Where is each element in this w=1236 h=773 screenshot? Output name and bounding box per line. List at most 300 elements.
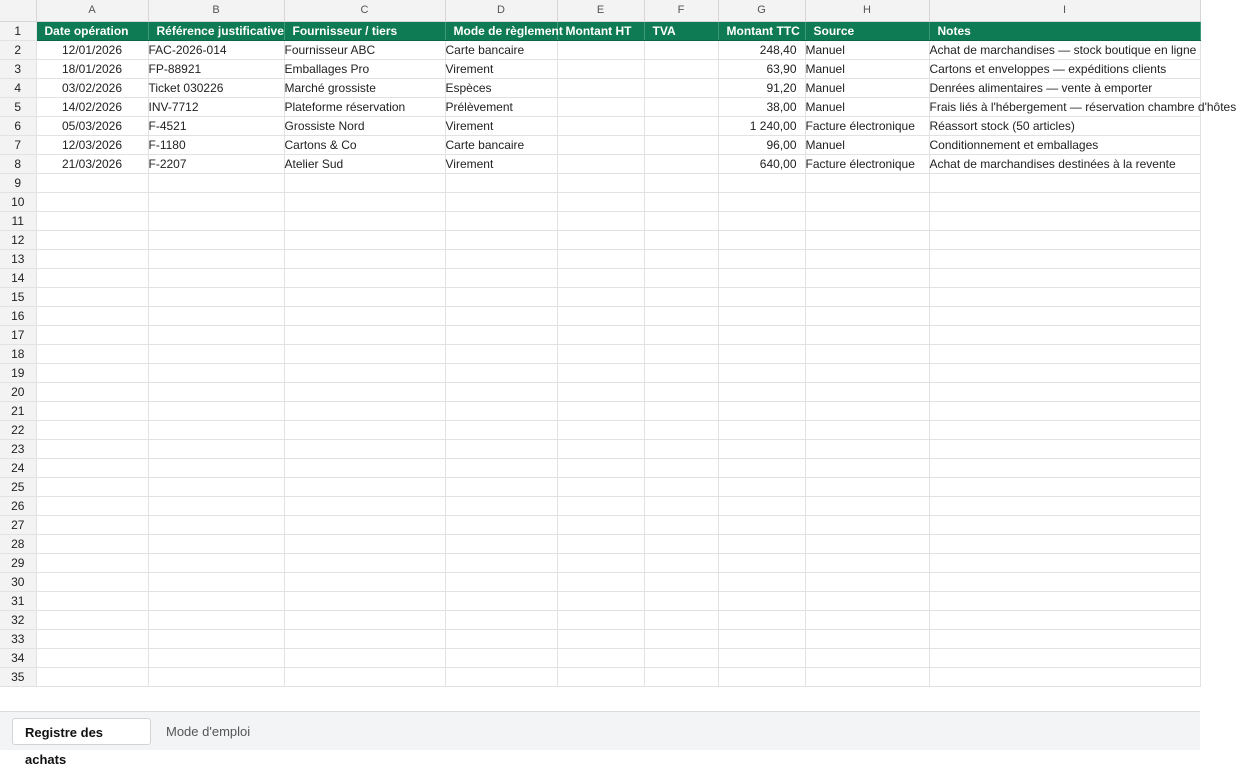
column-header-h[interactable]: H — [805, 0, 929, 21]
empty-cell[interactable] — [718, 648, 805, 667]
cell-source[interactable]: Facture électronique — [805, 154, 929, 173]
row-number[interactable]: 1 — [0, 21, 36, 40]
empty-cell[interactable] — [718, 287, 805, 306]
empty-cell[interactable] — [557, 211, 644, 230]
row-number[interactable]: 24 — [0, 458, 36, 477]
empty-cell[interactable] — [644, 496, 718, 515]
row-number[interactable]: 3 — [0, 59, 36, 78]
empty-cell[interactable] — [148, 230, 284, 249]
empty-cell[interactable] — [445, 496, 557, 515]
empty-cell[interactable] — [718, 439, 805, 458]
cell-notes[interactable]: Cartons et enveloppes — expéditions clients — [929, 59, 1200, 78]
empty-cell[interactable] — [36, 496, 148, 515]
empty-cell[interactable] — [805, 439, 929, 458]
row-number[interactable]: 2 — [0, 40, 36, 59]
empty-cell[interactable] — [557, 477, 644, 496]
empty-cell[interactable] — [929, 420, 1200, 439]
empty-cell[interactable] — [644, 648, 718, 667]
cell-amount-ht[interactable] — [557, 154, 644, 173]
empty-cell[interactable] — [805, 591, 929, 610]
empty-cell[interactable] — [445, 287, 557, 306]
cell-source[interactable]: Manuel — [805, 97, 929, 116]
cell-reference[interactable]: F-4521 — [148, 116, 284, 135]
empty-cell[interactable] — [929, 249, 1200, 268]
empty-cell[interactable] — [36, 667, 148, 686]
empty-cell[interactable] — [445, 667, 557, 686]
row-number[interactable]: 28 — [0, 534, 36, 553]
empty-cell[interactable] — [805, 534, 929, 553]
empty-cell[interactable] — [718, 591, 805, 610]
empty-cell[interactable] — [148, 211, 284, 230]
empty-cell[interactable] — [644, 439, 718, 458]
cell-payment[interactable]: Carte bancaire — [445, 135, 557, 154]
empty-cell[interactable] — [644, 534, 718, 553]
row-number[interactable]: 12 — [0, 230, 36, 249]
tab-registre-des-achats[interactable]: Registre des achats — [12, 718, 151, 745]
empty-cell[interactable] — [148, 306, 284, 325]
tab-mode-d-emploi[interactable]: Mode d'emploi — [166, 724, 251, 739]
empty-cell[interactable] — [805, 667, 929, 686]
empty-cell[interactable] — [644, 230, 718, 249]
empty-cell[interactable] — [36, 648, 148, 667]
row-number[interactable]: 30 — [0, 572, 36, 591]
empty-cell[interactable] — [284, 192, 445, 211]
row-number[interactable]: 34 — [0, 648, 36, 667]
cell-reference[interactable]: F-2207 — [148, 154, 284, 173]
empty-cell[interactable] — [148, 325, 284, 344]
column-header-b[interactable]: B — [148, 0, 284, 21]
empty-cell[interactable] — [805, 306, 929, 325]
empty-cell[interactable] — [644, 667, 718, 686]
empty-cell[interactable] — [644, 458, 718, 477]
empty-cell[interactable] — [557, 420, 644, 439]
empty-cell[interactable] — [929, 591, 1200, 610]
empty-cell[interactable] — [557, 287, 644, 306]
empty-cell[interactable] — [36, 192, 148, 211]
row-number[interactable]: 4 — [0, 78, 36, 97]
cell-notes[interactable]: Frais liés à l'hébergement — réservation chambre d'hôtes — [929, 97, 1200, 116]
empty-cell[interactable] — [718, 344, 805, 363]
header-vat-cell[interactable]: TVA — [644, 21, 718, 40]
empty-cell[interactable] — [36, 477, 148, 496]
cell-reference[interactable]: Ticket 030226 — [148, 78, 284, 97]
row-number[interactable]: 26 — [0, 496, 36, 515]
empty-cell[interactable] — [929, 306, 1200, 325]
row-number[interactable]: 35 — [0, 667, 36, 686]
empty-cell[interactable] — [805, 401, 929, 420]
cell-date[interactable]: 12/01/2026 — [36, 40, 148, 59]
cell-supplier[interactable]: Marché grossiste — [284, 78, 445, 97]
empty-cell[interactable] — [284, 591, 445, 610]
empty-cell[interactable] — [718, 173, 805, 192]
empty-cell[interactable] — [929, 344, 1200, 363]
empty-cell[interactable] — [36, 629, 148, 648]
cell-supplier[interactable]: Plateforme réservation — [284, 97, 445, 116]
empty-cell[interactable] — [718, 401, 805, 420]
cell-reference[interactable]: F-1180 — [148, 135, 284, 154]
empty-cell[interactable] — [805, 629, 929, 648]
empty-cell[interactable] — [445, 211, 557, 230]
empty-cell[interactable] — [557, 173, 644, 192]
empty-cell[interactable] — [445, 477, 557, 496]
empty-cell[interactable] — [284, 306, 445, 325]
cell-date[interactable]: 05/03/2026 — [36, 116, 148, 135]
empty-cell[interactable] — [557, 325, 644, 344]
empty-cell[interactable] — [557, 629, 644, 648]
empty-cell[interactable] — [718, 515, 805, 534]
empty-cell[interactable] — [445, 363, 557, 382]
empty-cell[interactable] — [929, 629, 1200, 648]
row-number[interactable]: 20 — [0, 382, 36, 401]
empty-cell[interactable] — [36, 344, 148, 363]
cell-amount-ttc[interactable]: 91,20 — [718, 78, 805, 97]
empty-cell[interactable] — [445, 401, 557, 420]
empty-cell[interactable] — [805, 173, 929, 192]
column-header-e[interactable]: E — [557, 0, 644, 21]
empty-cell[interactable] — [805, 458, 929, 477]
empty-cell[interactable] — [284, 344, 445, 363]
empty-cell[interactable] — [929, 287, 1200, 306]
empty-cell[interactable] — [718, 230, 805, 249]
row-number[interactable]: 19 — [0, 363, 36, 382]
column-header-c[interactable]: C — [284, 0, 445, 21]
empty-cell[interactable] — [929, 515, 1200, 534]
empty-cell[interactable] — [148, 420, 284, 439]
empty-cell[interactable] — [929, 173, 1200, 192]
cell-date[interactable]: 21/03/2026 — [36, 154, 148, 173]
empty-cell[interactable] — [644, 610, 718, 629]
empty-cell[interactable] — [148, 268, 284, 287]
row-number[interactable]: 8 — [0, 154, 36, 173]
empty-cell[interactable] — [718, 496, 805, 515]
empty-cell[interactable] — [929, 363, 1200, 382]
empty-cell[interactable] — [445, 515, 557, 534]
empty-cell[interactable] — [36, 439, 148, 458]
empty-cell[interactable] — [148, 667, 284, 686]
row-number[interactable]: 29 — [0, 553, 36, 572]
empty-cell[interactable] — [148, 610, 284, 629]
column-header-i[interactable]: I — [929, 0, 1200, 21]
select-all-corner[interactable] — [0, 0, 36, 21]
empty-cell[interactable] — [445, 325, 557, 344]
empty-cell[interactable] — [284, 268, 445, 287]
row-number[interactable]: 10 — [0, 192, 36, 211]
empty-cell[interactable] — [718, 477, 805, 496]
empty-cell[interactable] — [148, 648, 284, 667]
empty-cell[interactable] — [148, 553, 284, 572]
empty-cell[interactable] — [805, 610, 929, 629]
empty-cell[interactable] — [644, 306, 718, 325]
empty-cell[interactable] — [805, 553, 929, 572]
empty-cell[interactable] — [36, 382, 148, 401]
cell-vat[interactable] — [644, 78, 718, 97]
empty-cell[interactable] — [718, 325, 805, 344]
empty-cell[interactable] — [644, 572, 718, 591]
empty-cell[interactable] — [148, 572, 284, 591]
empty-cell[interactable] — [718, 610, 805, 629]
empty-cell[interactable] — [148, 629, 284, 648]
header-source-cell[interactable]: Source — [805, 21, 929, 40]
row-number[interactable]: 7 — [0, 135, 36, 154]
empty-cell[interactable] — [36, 268, 148, 287]
cell-date[interactable]: 18/01/2026 — [36, 59, 148, 78]
header-reference-cell[interactable]: Référence justificative — [148, 21, 284, 40]
empty-cell[interactable] — [148, 496, 284, 515]
empty-cell[interactable] — [718, 306, 805, 325]
cell-amount-ht[interactable] — [557, 116, 644, 135]
empty-cell[interactable] — [557, 553, 644, 572]
empty-cell[interactable] — [718, 382, 805, 401]
cell-amount-ht[interactable] — [557, 78, 644, 97]
empty-cell[interactable] — [718, 667, 805, 686]
cell-payment[interactable]: Prélèvement — [445, 97, 557, 116]
cell-vat[interactable] — [644, 40, 718, 59]
empty-cell[interactable] — [36, 553, 148, 572]
empty-cell[interactable] — [644, 211, 718, 230]
row-number[interactable]: 22 — [0, 420, 36, 439]
cell-payment[interactable]: Carte bancaire — [445, 40, 557, 59]
empty-cell[interactable] — [929, 610, 1200, 629]
empty-cell[interactable] — [805, 249, 929, 268]
row-number[interactable]: 16 — [0, 306, 36, 325]
empty-cell[interactable] — [445, 629, 557, 648]
empty-cell[interactable] — [284, 458, 445, 477]
cell-supplier[interactable]: Cartons & Co — [284, 135, 445, 154]
column-header-f[interactable]: F — [644, 0, 718, 21]
empty-cell[interactable] — [36, 610, 148, 629]
row-number[interactable]: 15 — [0, 287, 36, 306]
empty-cell[interactable] — [284, 363, 445, 382]
empty-cell[interactable] — [445, 306, 557, 325]
row-number[interactable]: 25 — [0, 477, 36, 496]
empty-cell[interactable] — [445, 420, 557, 439]
empty-cell[interactable] — [557, 249, 644, 268]
row-number[interactable]: 21 — [0, 401, 36, 420]
row-number[interactable]: 33 — [0, 629, 36, 648]
cell-supplier[interactable]: Grossiste Nord — [284, 116, 445, 135]
empty-cell[interactable] — [929, 458, 1200, 477]
header-supplier-cell[interactable]: Fournisseur / tiers — [284, 21, 445, 40]
empty-cell[interactable] — [445, 534, 557, 553]
empty-cell[interactable] — [557, 382, 644, 401]
cell-payment[interactable]: Virement — [445, 59, 557, 78]
empty-cell[interactable] — [644, 420, 718, 439]
cell-date[interactable]: 03/02/2026 — [36, 78, 148, 97]
empty-cell[interactable] — [644, 553, 718, 572]
empty-cell[interactable] — [805, 515, 929, 534]
empty-cell[interactable] — [644, 192, 718, 211]
empty-cell[interactable] — [718, 363, 805, 382]
empty-cell[interactable] — [718, 192, 805, 211]
row-number[interactable]: 9 — [0, 173, 36, 192]
empty-cell[interactable] — [36, 534, 148, 553]
empty-cell[interactable] — [557, 363, 644, 382]
cell-supplier[interactable]: Atelier Sud — [284, 154, 445, 173]
empty-cell[interactable] — [929, 192, 1200, 211]
empty-cell[interactable] — [805, 496, 929, 515]
cell-source[interactable]: Facture électronique — [805, 116, 929, 135]
cell-reference[interactable]: INV-7712 — [148, 97, 284, 116]
empty-cell[interactable] — [718, 420, 805, 439]
cell-amount-ttc[interactable]: 1 240,00 — [718, 116, 805, 135]
empty-cell[interactable] — [718, 268, 805, 287]
empty-cell[interactable] — [644, 287, 718, 306]
cell-amount-ttc[interactable]: 96,00 — [718, 135, 805, 154]
empty-cell[interactable] — [557, 401, 644, 420]
cell-notes[interactable]: Réassort stock (50 articles) — [929, 116, 1200, 135]
empty-cell[interactable] — [148, 477, 284, 496]
empty-cell[interactable] — [644, 401, 718, 420]
empty-cell[interactable] — [284, 230, 445, 249]
empty-cell[interactable] — [644, 591, 718, 610]
empty-cell[interactable] — [36, 572, 148, 591]
header-amount-ttc-cell[interactable]: Montant TTC — [718, 21, 805, 40]
cell-amount-ttc[interactable]: 38,00 — [718, 97, 805, 116]
empty-cell[interactable] — [557, 306, 644, 325]
empty-cell[interactable] — [805, 287, 929, 306]
empty-cell[interactable] — [148, 344, 284, 363]
empty-cell[interactable] — [644, 382, 718, 401]
empty-cell[interactable] — [445, 648, 557, 667]
column-header-g[interactable]: G — [718, 0, 805, 21]
header-date-cell[interactable]: Date opération — [36, 21, 148, 40]
cell-vat[interactable] — [644, 97, 718, 116]
empty-cell[interactable] — [284, 287, 445, 306]
empty-cell[interactable] — [445, 458, 557, 477]
header-payment-cell[interactable]: Mode de règlement — [445, 21, 557, 40]
empty-cell[interactable] — [929, 382, 1200, 401]
empty-cell[interactable] — [284, 401, 445, 420]
empty-cell[interactable] — [805, 420, 929, 439]
empty-cell[interactable] — [148, 591, 284, 610]
cell-amount-ttc[interactable]: 248,40 — [718, 40, 805, 59]
empty-cell[interactable] — [557, 344, 644, 363]
cell-payment[interactable]: Espèces — [445, 78, 557, 97]
empty-cell[interactable] — [148, 249, 284, 268]
empty-cell[interactable] — [805, 648, 929, 667]
cell-vat[interactable] — [644, 135, 718, 154]
empty-cell[interactable] — [284, 553, 445, 572]
empty-cell[interactable] — [557, 230, 644, 249]
cell-supplier[interactable]: Emballages Pro — [284, 59, 445, 78]
empty-cell[interactable] — [644, 249, 718, 268]
empty-cell[interactable] — [805, 325, 929, 344]
empty-cell[interactable] — [148, 173, 284, 192]
empty-cell[interactable] — [718, 629, 805, 648]
empty-cell[interactable] — [644, 325, 718, 344]
empty-cell[interactable] — [557, 458, 644, 477]
empty-cell[interactable] — [557, 667, 644, 686]
empty-cell[interactable] — [148, 192, 284, 211]
empty-cell[interactable] — [929, 439, 1200, 458]
row-number[interactable]: 11 — [0, 211, 36, 230]
empty-cell[interactable] — [929, 268, 1200, 287]
cell-reference[interactable]: FAC-2026-014 — [148, 40, 284, 59]
empty-cell[interactable] — [445, 610, 557, 629]
empty-cell[interactable] — [718, 534, 805, 553]
empty-cell[interactable] — [445, 344, 557, 363]
empty-cell[interactable] — [644, 629, 718, 648]
empty-cell[interactable] — [148, 458, 284, 477]
empty-cell[interactable] — [445, 249, 557, 268]
empty-cell[interactable] — [805, 192, 929, 211]
empty-cell[interactable] — [445, 230, 557, 249]
empty-cell[interactable] — [284, 477, 445, 496]
empty-cell[interactable] — [718, 249, 805, 268]
row-number[interactable]: 23 — [0, 439, 36, 458]
empty-cell[interactable] — [36, 230, 148, 249]
empty-cell[interactable] — [36, 515, 148, 534]
empty-cell[interactable] — [718, 458, 805, 477]
empty-cell[interactable] — [644, 173, 718, 192]
empty-cell[interactable] — [557, 648, 644, 667]
empty-cell[interactable] — [929, 534, 1200, 553]
empty-cell[interactable] — [929, 230, 1200, 249]
cell-amount-ht[interactable] — [557, 40, 644, 59]
empty-cell[interactable] — [284, 572, 445, 591]
row-number[interactable]: 14 — [0, 268, 36, 287]
empty-cell[interactable] — [445, 382, 557, 401]
empty-cell[interactable] — [284, 629, 445, 648]
empty-cell[interactable] — [284, 667, 445, 686]
empty-cell[interactable] — [718, 211, 805, 230]
empty-cell[interactable] — [148, 287, 284, 306]
empty-cell[interactable] — [557, 515, 644, 534]
empty-cell[interactable] — [445, 173, 557, 192]
empty-cell[interactable] — [36, 591, 148, 610]
empty-cell[interactable] — [284, 249, 445, 268]
cell-notes[interactable]: Denrées alimentaires — vente à emporter — [929, 78, 1200, 97]
row-number[interactable]: 17 — [0, 325, 36, 344]
empty-cell[interactable] — [445, 439, 557, 458]
cell-supplier[interactable]: Fournisseur ABC — [284, 40, 445, 59]
empty-cell[interactable] — [805, 572, 929, 591]
empty-cell[interactable] — [36, 249, 148, 268]
empty-cell[interactable] — [929, 477, 1200, 496]
cell-payment[interactable]: Virement — [445, 116, 557, 135]
empty-cell[interactable] — [36, 458, 148, 477]
empty-cell[interactable] — [644, 268, 718, 287]
header-amount-ht-cell[interactable]: Montant HT — [557, 21, 644, 40]
empty-cell[interactable] — [805, 344, 929, 363]
row-number[interactable]: 18 — [0, 344, 36, 363]
empty-cell[interactable] — [284, 420, 445, 439]
empty-cell[interactable] — [644, 344, 718, 363]
cell-source[interactable]: Manuel — [805, 135, 929, 154]
cell-amount-ht[interactable] — [557, 135, 644, 154]
empty-cell[interactable] — [445, 268, 557, 287]
cell-notes[interactable]: Achat de marchandises — stock boutique en ligne — [929, 40, 1200, 59]
empty-cell[interactable] — [148, 401, 284, 420]
empty-cell[interactable] — [36, 420, 148, 439]
empty-cell[interactable] — [148, 382, 284, 401]
empty-cell[interactable] — [148, 534, 284, 553]
cell-vat[interactable] — [644, 154, 718, 173]
empty-cell[interactable] — [929, 648, 1200, 667]
cell-vat[interactable] — [644, 59, 718, 78]
empty-cell[interactable] — [284, 515, 445, 534]
empty-cell[interactable] — [557, 534, 644, 553]
empty-cell[interactable] — [805, 363, 929, 382]
cell-source[interactable]: Manuel — [805, 40, 929, 59]
cell-notes[interactable]: Achat de marchandises destinées à la revente — [929, 154, 1200, 173]
empty-cell[interactable] — [36, 287, 148, 306]
empty-cell[interactable] — [36, 325, 148, 344]
empty-cell[interactable] — [557, 439, 644, 458]
empty-cell[interactable] — [644, 477, 718, 496]
empty-cell[interactable] — [929, 572, 1200, 591]
row-number[interactable]: 32 — [0, 610, 36, 629]
